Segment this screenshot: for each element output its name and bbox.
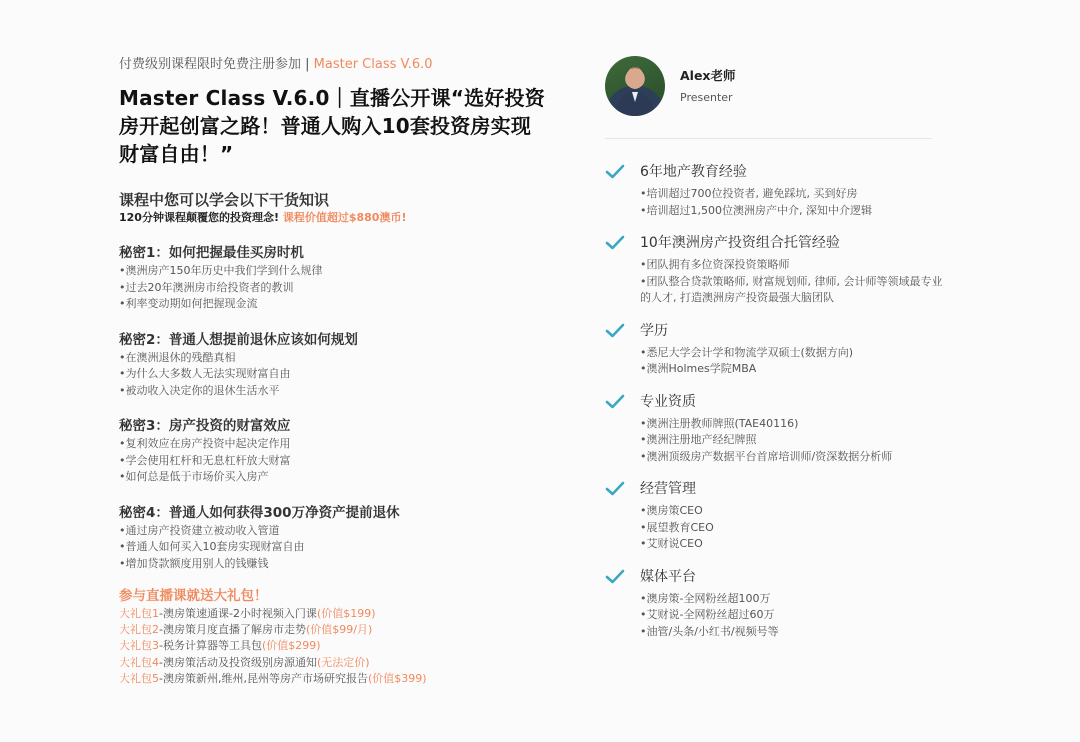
secret-bullet: •利率变动期如何把握现金流 <box>119 297 258 310</box>
gift-value: (价值$299) <box>261 639 321 653</box>
secret-bullet: •被动收入决定你的退休生活水平 <box>119 383 280 397</box>
secret-title: 秘密3：房产投资的财富效应 <box>119 418 291 434</box>
secret-bullet: •复利效应在房产投资中起决定作用 <box>119 437 291 450</box>
qualification-detail: •团队拥有多位资深投资策略师 <box>640 258 790 271</box>
gift-item <box>119 655 549 671</box>
eyebrow <box>119 56 549 74</box>
gift-label: 大礼包4 <box>119 655 159 669</box>
qualification-item <box>605 321 945 378</box>
gift-value: (价值$399) <box>367 671 427 685</box>
qualification-title: 学历 <box>640 322 668 339</box>
learn-title: 课程中您可以学会以下干货知识 <box>119 191 330 209</box>
gift-text: -澳房策活动及投资级别房源通知 <box>159 655 317 669</box>
qualification-title: 媒体平台 <box>640 568 696 585</box>
secret-bullet: •澳洲房产150年历史中我们学到什么规律 <box>119 264 323 277</box>
secret-block <box>119 243 549 313</box>
qualification-detail: •澳洲Holmes学院MBA <box>640 362 757 375</box>
learn-subtitle-accent: 课程价值超过$880澳币! <box>282 211 407 224</box>
avatar <box>605 56 665 116</box>
qualification-detail: •培训超过1,500位澳洲房产中介, 深知中介逻辑 <box>640 203 872 217</box>
secret-bullet: •在澳洲退休的残酷真相 <box>119 350 236 364</box>
qualification-detail: •展望教育CEO <box>640 520 714 534</box>
learn-subtitle-text: 120分钟课程颠覆您的投资理念! <box>119 211 279 224</box>
qualification-detail: •澳洲注册教师牌照(TAE40116) <box>640 416 799 430</box>
secret-bullet: •如何总是低于市场价买入房产 <box>119 470 269 483</box>
qualification-detail: •艾财说-全网粉丝超过60万 <box>640 608 775 621</box>
qualification-item <box>605 162 945 219</box>
qualification-detail: •悉尼大学会计学和物流学双硕士(数据方向) <box>640 345 854 359</box>
qualification-detail: •培训超过700位投资者, 避免踩坑, 买到好房 <box>640 187 858 200</box>
qualification-title: 经营管理 <box>640 481 696 497</box>
eyebrow-prefix: 付费级别课程限时免费注册参加 | <box>119 57 310 72</box>
secret-bullet: •学会使用杠杆和无息杠杆放大财富 <box>119 453 291 467</box>
course-column <box>119 56 549 687</box>
presenter-photo-icon <box>605 56 665 116</box>
qualification-detail: •团队整合贷款策略师, 财富规划师, 律师, 会计师等领域最专业的人才, 打造澳洲房产投资最强大脑团队 <box>640 274 943 304</box>
gift-value: (价值$99/月) <box>305 623 373 637</box>
gift-text: -澳房策月度直播了解房市走势 <box>159 623 306 637</box>
gift-text: -税务计算器等工具包 <box>159 639 262 653</box>
qualification-item <box>605 479 945 553</box>
secret-block <box>119 503 549 573</box>
gift-value: (价值$199) <box>316 607 376 620</box>
learn-subtitle <box>119 210 549 226</box>
gift-item <box>119 606 549 622</box>
gift-label: 大礼包1 <box>119 607 159 620</box>
gift-item <box>119 622 549 638</box>
qualification-detail: •澳洲顶级房产数据平台首席培训师/资深数据分析师 <box>640 449 893 463</box>
secret-title: 秘密1：如何把握最佳买房时机 <box>119 245 304 261</box>
gift-item <box>119 638 549 654</box>
secret-bullet: •通过房产投资建立被动收入管道 <box>119 523 280 537</box>
check-icon <box>605 323 625 339</box>
divider <box>605 138 932 139</box>
presenter-column <box>605 56 945 638</box>
gift-label: 大礼包5 <box>119 671 159 685</box>
qualification-title: 10年澳洲房产投资组合托管经验 <box>640 235 840 251</box>
check-icon <box>605 394 625 410</box>
gift-label: 大礼包2 <box>119 623 159 637</box>
qualification-detail: •澳房策-全网粉丝超100万 <box>640 591 771 605</box>
check-icon <box>605 164 625 180</box>
check-icon <box>605 235 625 251</box>
secret-bullet: •过去20年澳洲房市给投资者的教训 <box>119 280 294 294</box>
gift-text: -澳房策新州,维州,昆州等房产市场研究报告 <box>159 671 368 685</box>
qualification-title: 专业资质 <box>640 393 696 410</box>
secret-bullet: •增加贷款额度用别人的钱赚钱 <box>119 556 269 570</box>
qualification-item <box>605 233 945 307</box>
qualification-item <box>605 392 945 466</box>
qualification-title: 6年地产教育经验 <box>640 164 747 180</box>
secret-bullet: •为什么大多数人无法实现财富自由 <box>119 367 291 380</box>
secret-block <box>119 416 549 486</box>
check-icon <box>605 481 625 497</box>
qualification-detail: •澳房策CEO <box>640 504 703 517</box>
gift-title: 参与直播课就送大礼包！ <box>119 588 268 604</box>
gift-item <box>119 671 549 687</box>
presenter-role: Presenter <box>680 91 733 104</box>
presenter-name: Alex老师 <box>680 68 736 83</box>
gift-label: 大礼包3 <box>119 639 159 653</box>
qualification-detail: •澳洲注册地产经纪牌照 <box>640 433 757 446</box>
secret-title: 秘密2：普通人想提前退休应该如何规划 <box>119 331 358 348</box>
eyebrow-accent: Master Class V.6.0 <box>313 57 433 72</box>
presenter-card <box>605 56 945 116</box>
page-title: Master Class V.6.0｜直播公开课“选好投资房开起创富之路！普通人购入10套投资房实现财富自由！” <box>119 86 545 166</box>
qualification-item <box>605 567 945 641</box>
gift-value: (无法定价) <box>316 655 370 669</box>
secret-block <box>119 330 549 400</box>
gift-text: -澳房策速通课-2小时视频入门课 <box>159 607 317 620</box>
secret-title: 秘密4：普通人如何获得300万净资产提前退休 <box>119 504 400 521</box>
secret-bullet: •普通人如何买入10套房实现财富自由 <box>119 540 305 553</box>
qualification-list <box>605 162 945 654</box>
gift-section <box>119 586 549 687</box>
qualification-detail: •艾财说CEO <box>640 537 703 550</box>
check-icon <box>605 569 625 585</box>
qualification-detail: •油管/头条/小红书/视频号等 <box>640 624 779 638</box>
